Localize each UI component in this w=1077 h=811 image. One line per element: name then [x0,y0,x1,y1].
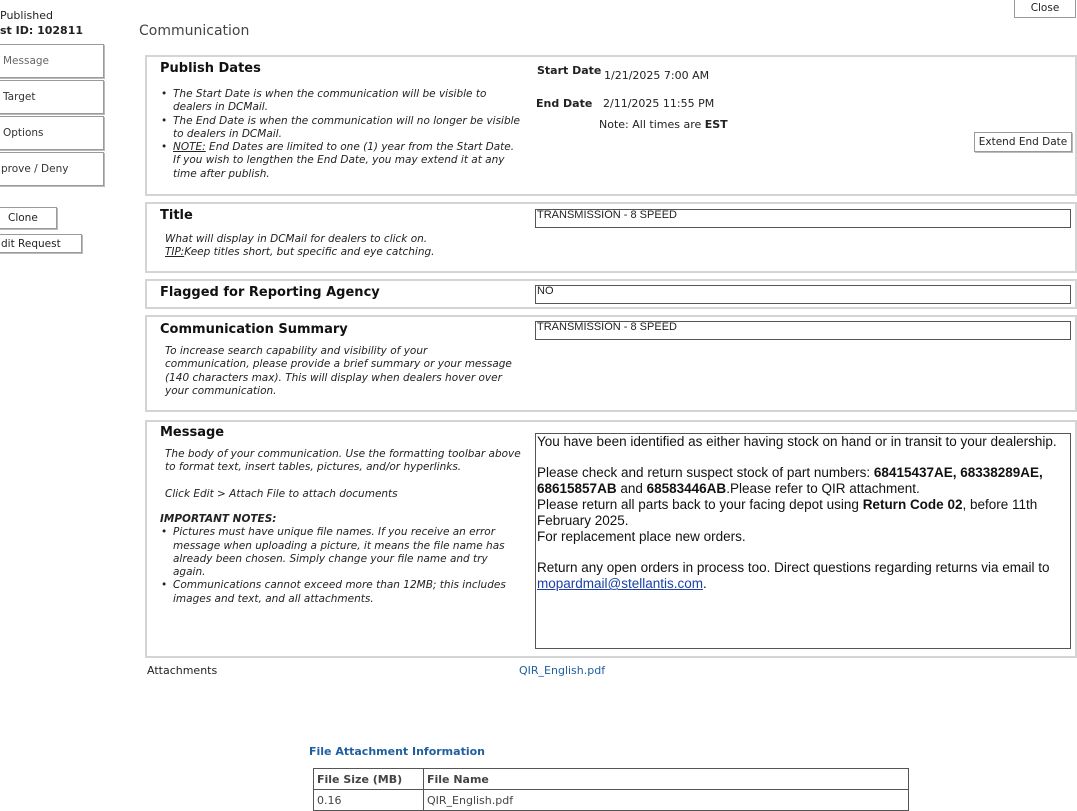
table-header-row [314,769,909,790]
tip-text: Keep titles short, but specific and eye catching. [184,246,435,259]
clone-button-label: Clone [8,212,38,224]
message-body[interactable] [535,433,1071,649]
message-line [537,497,1070,529]
important-notes [160,513,520,606]
attach-help: Click Edit > Attach File to attach documents [165,488,398,500]
file-info-table [313,768,909,811]
sidebar-item-options[interactable] [0,116,104,150]
sidebar-item-label: Options [3,127,44,139]
clone-button[interactable] [0,207,57,229]
flagged-field[interactable]: NO [535,285,1071,304]
flagged-heading: Flagged for Reporting Agency [160,285,380,300]
summary-section [145,315,1077,412]
title-tip [165,246,525,259]
file-name-cell: QIR_English.pdf [424,790,909,811]
sidebar-item-target[interactable] [0,80,104,114]
help-note [160,141,520,181]
end-date-value: 2/11/2025 11:55 PM [603,97,715,110]
table-row [314,790,909,811]
attachments-label: Attachments [147,664,218,677]
message-line: You have been identified as either having stock on hand or in transit to your dealership. [537,434,1057,449]
message-text: , before 11th February 2025. [537,497,1038,528]
note-unique-names: • Pictures must have unique file names. If you receive an error message when uploading a picture, it means the file name has already been chosen. Simply change your file name and try again. [160,526,520,579]
publish-dates-section [145,55,1077,196]
column-header: File Name [424,769,909,790]
page-title: Communication [139,23,250,39]
status-label: Published [0,9,53,22]
title-help-text: What will display in DCMail for dealers to click on. [165,233,428,245]
start-date-value: 1/21/2025 7:00 AM [604,69,710,82]
sidebar-item-label: prove / Deny [1,163,69,175]
note-label: NOTE: [173,141,206,154]
email-link[interactable]: mopardmail@stellantis.com [537,576,704,591]
column-header: File Size (MB) [314,769,424,790]
publish-dates-help [160,88,520,181]
timezone-note-text: Note: All times are [599,118,705,131]
message-heading: Message [160,425,225,440]
start-date-label: Start Date [537,64,602,77]
close-button[interactable]: Close [1014,0,1076,18]
summary-field[interactable]: TRANSMISSION - 8 SPEED [535,321,1071,340]
message-text: Please return all parts back to your facing depot using [537,497,863,512]
message-text: . [703,576,707,591]
file-size-cell: 0.16 [314,790,424,811]
message-line [537,560,1070,592]
note-text: End Dates are limited to one (1) year from the Start Date. If you wish to lengthen the End Date, you may extend it at any time after publish. [173,141,515,180]
message-line: For replacement place new orders. [537,529,746,544]
edit-request-button-label: dit Request [1,237,61,250]
tip-label: TIP: [165,246,185,259]
message-text: Please check and return suspect stock of part numbers: [537,465,874,480]
title-heading: Title [160,208,193,223]
sidebar-item-approve-deny[interactable] [0,152,104,186]
sidebar-item-label: Target [3,91,36,103]
title-field[interactable]: TRANSMISSION - 8 SPEED [535,209,1071,228]
flagged-section [145,279,1077,309]
note-size-limit: • Communications cannot exceed more than 12MB; this includes images and text, and all attachments. [160,579,520,606]
attachment-link[interactable]: QIR_English.pdf [519,664,606,677]
message-section [145,420,1077,658]
help-start-date: • The Start Date is when the communication will be visible to dealers in DCMail. [160,88,520,115]
important-notes-title: IMPORTANT NOTES: [160,513,277,525]
end-date-label: End Date [536,97,593,110]
summary-help: To increase search capability and visibility of your communication, please provide a brief summary or your message (140 characters max). This will display when dealers hover over your communication. [165,345,512,397]
title-section [145,202,1077,273]
timezone-note [599,118,728,131]
edit-request-button[interactable] [0,234,82,253]
message-text: .Please refer to QIR attachment. [726,481,920,496]
help-end-date: • The End Date is when the communication will no longer be visible to dealers in DCMail. [160,115,520,142]
request-id: st ID: 102811 [0,24,84,37]
return-code: Return Code 02 [862,497,963,512]
part-number: 68583446AB [646,481,727,496]
file-attachment-info-title: File Attachment Information [309,745,485,758]
title-help [165,233,525,260]
message-help: The body of your communication. Use the formatting toolbar above to format text, insert tables, pictures, and/or hyperlinks. [165,448,521,474]
part-numbers: 68415437AE, 68338289AE, 68615857AB [537,465,1043,496]
message-line [537,465,1070,497]
sidebar-item-message[interactable] [0,44,104,78]
message-text: and [616,481,647,496]
summary-heading: Communication Summary [160,322,348,337]
request-status [0,8,83,38]
message-text: Return any open orders in process too. Direct questions regarding returns via email to [537,560,1050,575]
sidebar-item-label: Message [3,55,50,67]
extend-end-date-button[interactable]: Extend End Date [974,132,1072,152]
publish-dates-title: Publish Dates [160,61,261,76]
timezone-value: EST [704,118,728,131]
